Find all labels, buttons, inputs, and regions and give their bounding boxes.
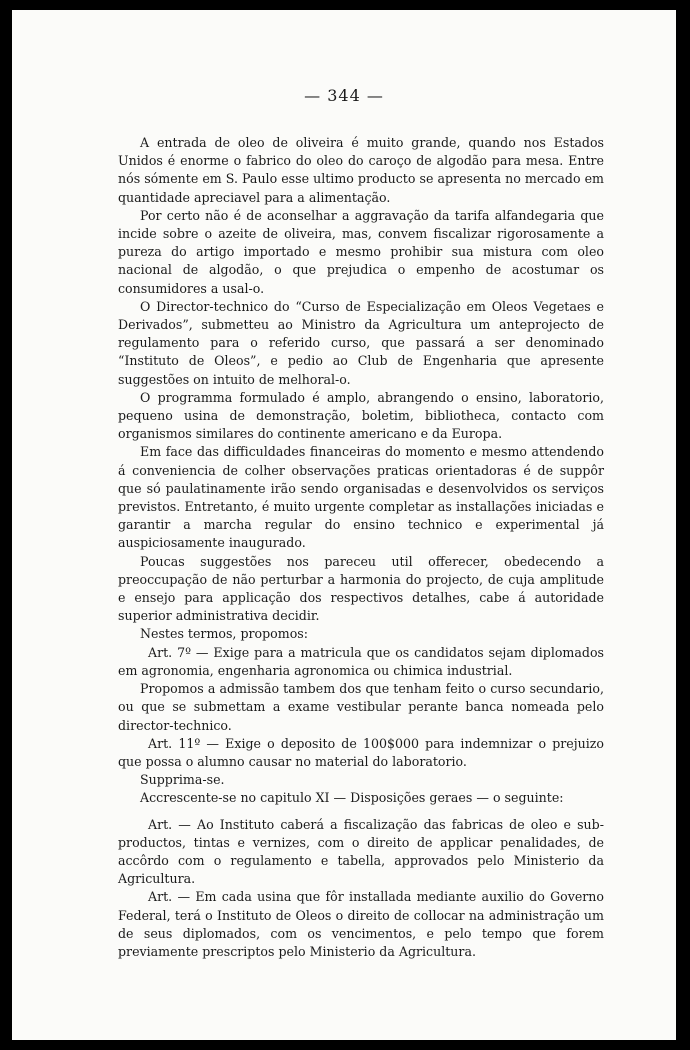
paragraph-propomos: Nestes termos, propomos: [140,626,308,642]
paragraph-accrescente: Accrescente-se no capitulo XI — Disposições geraes — o seguinte: [140,790,564,806]
paragraph-supprima: Supprima-se. [140,772,225,788]
paragraph-director: O Director-technico do “Curso de Especialização em Oleos Vegetaes e Derivados”, submetteu ao Ministro da Agricultura um anteprojecto de regulamento para o referido curso, que passará a ser denominado “Instituto de Oleos”, e pedio ao Club de Engenharia que apresente suggestões on intuito de melhoral-o. [118,298,604,387]
body-text [118,134,604,961]
paragraph-art-7: Art. 7º — Exige para a matricula que os candidatos sejam diplomados em agronomia, engenharia agronomica ou chimica industrial. [118,644,604,678]
paragraph-art-11: Art. 11º — Exige o deposito de 100$000 para indemnizar o prejuizo que possa o alumno causar no material do laboratorio. [118,735,604,769]
paragraph-admission: Propomos a admissão tambem dos que tenham feito o curso secundario, ou que se submettam a exame vestibular perante banca nomeada pelo director-technico. [118,681,604,733]
paragraph-programme: O programma formulado é amplo, abrangendo o ensino, laboratorio, pequeno usina de demonstração, boletim, bibliotheca, contacto com organismos similares do continente americano e da Europa. [118,389,604,442]
document-page [12,10,676,1040]
paragraph-art-fiscalizacao: Art. — Ao Instituto caberá a fiscalização das fabricas de oleo e sub-productos, tintas e vernizes, com o direito de applicar penalidades, de accôrdo com o regulamento e tabella, approvados pelo Ministerio da Agricultura. [118,816,604,887]
paragraph-tariff: Por certo não é de aconselhar a aggravação da tarifa alfandegaria que incide sobre o azeite de oliveira, mas, convem fiscalizar rigorosamente a pureza do artigo importado e mesmo prohibir sua mistura com oleo nacional de algodão, o que prejudica o empenho de acostumar os consumidores a usal-o. [118,207,604,296]
paragraph-olive-oil: A entrada de oleo de oliveira é muito grande, quando nos Estados Unidos é enorme o fabrico do oleo do caroço de algodão para mesa. Entre nós sómente em S. Paulo esse ultimo producto se apresenta no mercado em quantidade apreciavel para a alimentação. [118,135,604,205]
paragraph-difficulties: Em face das difficuldades financeiras do momento e mesmo attendendo á conveniencia de colher observações praticas orientadoras é de suppôr que só paulatinamente irão sendo organisadas e desenvolvidos os serviços previstos. Entretanto, é muito urgente completar as installações iniciadas e garantir a marcha regular do ensino technico e experimental já auspiciosamente inaugurado. [118,444,604,551]
paragraph-art-usina: Art. — Em cada usina que fôr installada mediante auxilio do Governo Federal, terá o Instituto de Oleos o direito de collocar na administração um de seus diplomados, com os vencimentos, e pelo tempo que forem previamente prescriptos pelo Ministerio da Agricultura. [118,889,604,959]
page-number: — 344 — [304,86,384,105]
paragraph-suggestions: Poucas suggestões nos pareceu util offerecer, obedecendo a preoccupação de não perturbar a harmonia do projecto, de cuja amplitude e ensejo para applicação dos respectivos detalhes, cabe á autoridade superior administrativa decidir. [118,553,604,624]
